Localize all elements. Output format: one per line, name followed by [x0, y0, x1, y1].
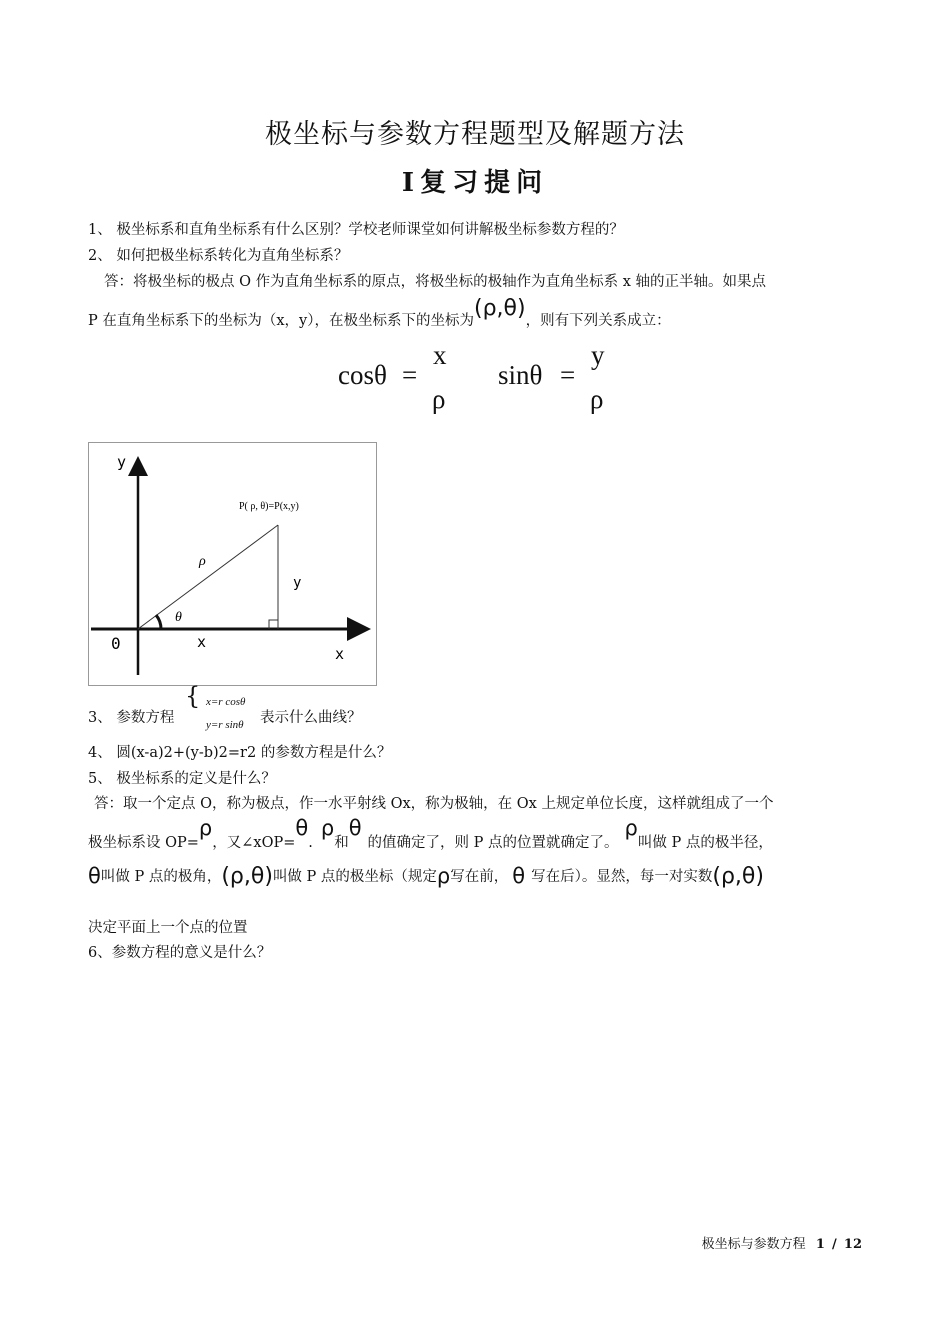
param-eq-x: x=r cosθ	[206, 696, 246, 708]
theta-symbol: θ	[88, 864, 101, 888]
question-6: 6、参数方程的意义是什么？	[88, 945, 272, 961]
a5-text-1: 极坐标系设 OP=	[88, 835, 199, 851]
polar-pair-symbol: (ρ,θ)	[712, 864, 764, 889]
polar-pair-symbol: (ρ,θ)	[221, 864, 273, 889]
document-title: 极坐标与参数方程题型及解题方法	[265, 119, 685, 150]
y-axis-label: y	[117, 453, 127, 471]
a5-text-5: 的值确定了，则 P 点的位置就确定了。	[367, 835, 619, 851]
equals-sign-2: =	[560, 360, 576, 390]
question-1: 1、 极坐标系和直角坐标系有什么区别？学校老师课堂如何讲解极坐标参数方程的？	[88, 222, 624, 238]
rho-symbol: ρ	[198, 816, 213, 840]
question-4: 4、 圆(x-a)2+(y-b)2=r2 的参数方程是什么？	[88, 745, 392, 761]
cos-numerator: x	[433, 340, 447, 370]
rho-label: ρ	[199, 554, 206, 569]
footer-page: 1	[815, 1237, 825, 1252]
a5-text-10: 写在后）。显然，每一对实数	[531, 869, 713, 885]
a5-text-8: 叫做 P 点的极坐标（规定	[272, 869, 437, 885]
question-3-prefix: 3、 参数方程	[88, 710, 175, 726]
a5-text-7: 叫做 P 点的极角，	[100, 869, 222, 885]
footer-total: 12	[843, 1237, 862, 1252]
x-axis-label: x	[335, 645, 345, 663]
answer-2-line-2	[88, 296, 671, 329]
polar-cartesian-diagram	[88, 442, 377, 686]
question-5: 5、 极坐标系的定义是什么？	[88, 771, 276, 787]
theta-symbol: θ	[348, 816, 362, 840]
answer-5-line-2	[88, 816, 773, 851]
a5-text-2: ，又∠xOP=	[212, 835, 296, 851]
theta-symbol: θ	[512, 864, 526, 888]
question-2: 2、 如何把极坐标系转化为直角坐标系？	[88, 248, 349, 264]
polar-coordinate-symbol: (ρ,θ)	[473, 296, 526, 321]
page-footer	[702, 1233, 862, 1252]
answer-2-line-1: 答：将极坐标的极点 O 作为直角坐标系的原点，将极坐标的极轴作为直角坐标系 x 轴的正半轴。如果点	[104, 274, 766, 290]
cos-theta: cosθ	[338, 360, 387, 390]
theta-label: θ	[175, 610, 182, 625]
answer-2-text: P 在直角坐标系下的坐标为（x，y），在极坐标系下的坐标为	[88, 313, 474, 329]
theta-symbol: θ	[295, 816, 309, 840]
sin-numerator: y	[591, 340, 605, 370]
section-heading: Ⅰ复习提问	[401, 168, 549, 198]
param-eq-y: y=r sinθ	[206, 719, 244, 731]
cos-denominator: ρ	[432, 384, 446, 414]
sin-theta: sinθ	[498, 360, 543, 390]
diagram-svg	[89, 443, 376, 685]
answer-5-line-3	[88, 864, 764, 889]
answer-5-line-4: 决定平面上一个点的位置	[88, 920, 248, 936]
footer-separator: /	[832, 1237, 837, 1252]
a5-text-9: 写在前，	[450, 869, 509, 885]
a5-text-4: 和	[334, 835, 349, 851]
sin-denominator: ρ	[590, 384, 604, 414]
x-segment-label: x	[197, 633, 207, 651]
angle-arc	[156, 615, 161, 629]
a5-text-6: 叫做 P 点的极半径，	[637, 835, 773, 851]
rho-symbol: ρ	[320, 816, 335, 840]
equals-sign-1: =	[402, 360, 418, 390]
rho-symbol: ρ	[436, 864, 451, 888]
brace-symbol: {	[185, 682, 201, 710]
radius-line	[138, 525, 278, 629]
answer-2-suffix: ，则有下列关系成立：	[525, 313, 671, 329]
rho-symbol: ρ	[624, 816, 638, 840]
point-label: P( ρ, θ)=P(x,y)	[239, 501, 299, 512]
answer-5-line-1: 答：取一个定点 O，称为极点，作一水平射线 Ox，称为极轴，在 Ox 上规定单位长度，这样就组成了一个	[94, 796, 774, 812]
footer-title: 极坐标与参数方程	[701, 1237, 806, 1252]
origin-label: 0	[111, 634, 121, 653]
a5-text-3: .	[308, 835, 313, 851]
y-segment-label: y	[293, 575, 302, 591]
question-3-suffix: 表示什么曲线？	[260, 710, 362, 726]
